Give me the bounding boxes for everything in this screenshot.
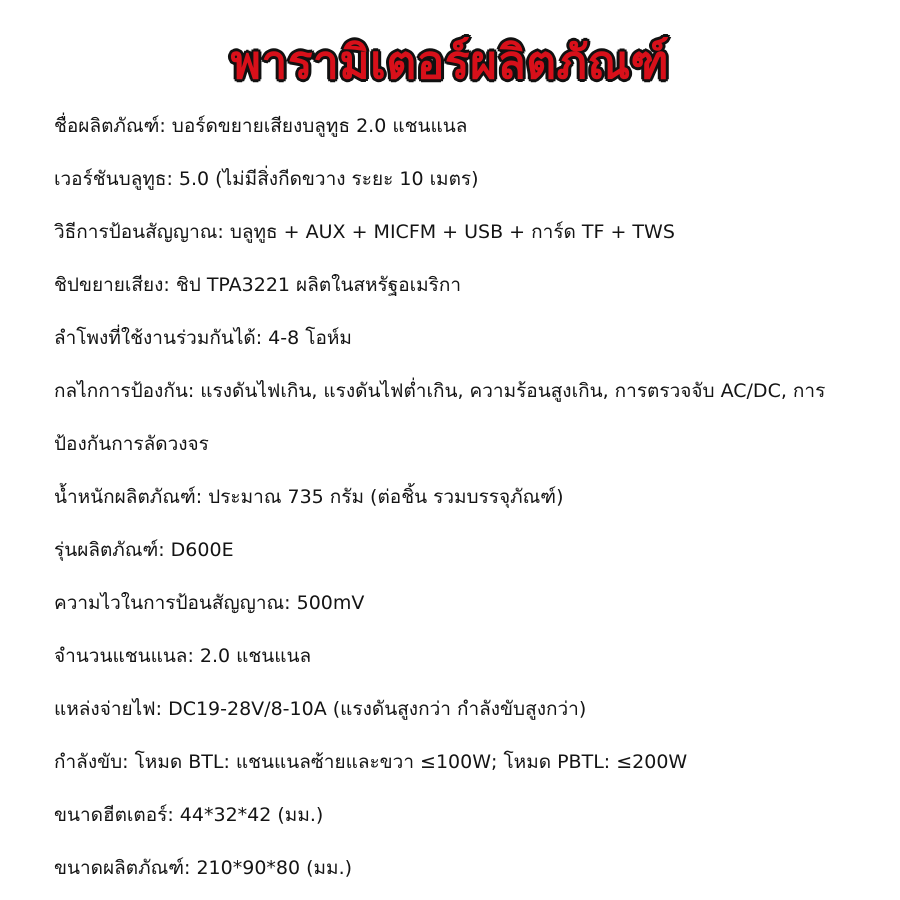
spec-power-supply: แหล่งจ่ายไฟ: DC19-28V/8-10A (แรงดันสูงกว่า กำลังขับสูงกว่า) <box>54 698 587 720</box>
spec-list <box>54 100 884 895</box>
spec-protection: กลไกการป้องกัน: แรงดันไฟเกิน, แรงดันไฟต่ำเกิน, ความร้อนสูงเกิน, การตรวจจับ AC/DC, การ <box>54 380 826 402</box>
spec-channels: จำนวนแชนแนล: 2.0 แชนแนล <box>54 645 312 667</box>
spec-model: รุ่นผลิตภัณฑ์: D600E <box>54 539 234 561</box>
spec-product-name: ชื่อผลิตภัณฑ์: บอร์ดขยายเสียงบลูทูธ 2.0 แชนแนล <box>54 115 468 137</box>
page-title: พารามิเตอร์ผลิตภัณฑ์ <box>230 35 670 89</box>
spec-product-size: ขนาดผลิตภัณฑ์: 210*90*80 (มม.) <box>54 857 353 879</box>
spec-weight: น้ำหนักผลิตภัณฑ์: ประมาณ 735 กรัม (ต่อชิ้น รวมบรรจุภัณฑ์) <box>54 486 564 508</box>
spec-input-sensitivity: ความไวในการป้อนสัญญาณ: 500mV <box>54 592 365 614</box>
spec-bluetooth-version: เวอร์ชันบลูทูธ: 5.0 (ไม่มีสิ่งกีดขวาง ระยะ 10 เมตร) <box>54 168 479 190</box>
spec-output-power: กำลังขับ: โหมด BTL: แชนแนลซ้ายและขวา ≤100W; โหมด PBTL: ≤200W <box>54 751 688 773</box>
spec-input-method: วิธีการป้อนสัญญาณ: บลูทูธ + AUX + MICFM + USB + การ์ด TF + TWS <box>54 221 675 243</box>
spec-speaker-impedance: ลำโพงที่ใช้งานร่วมกันได้: 4-8 โอห์ม <box>54 327 352 349</box>
spec-heatsink-size: ขนาดฮีตเตอร์: 44*32*42 (มม.) <box>54 804 324 826</box>
spec-amplifier-chip: ชิปขยายเสียง: ชิป TPA3221 ผลิตในสหรัฐอเมริกา <box>54 274 462 296</box>
spec-protection-continued: ป้องกันการลัดวงจร <box>54 433 209 455</box>
